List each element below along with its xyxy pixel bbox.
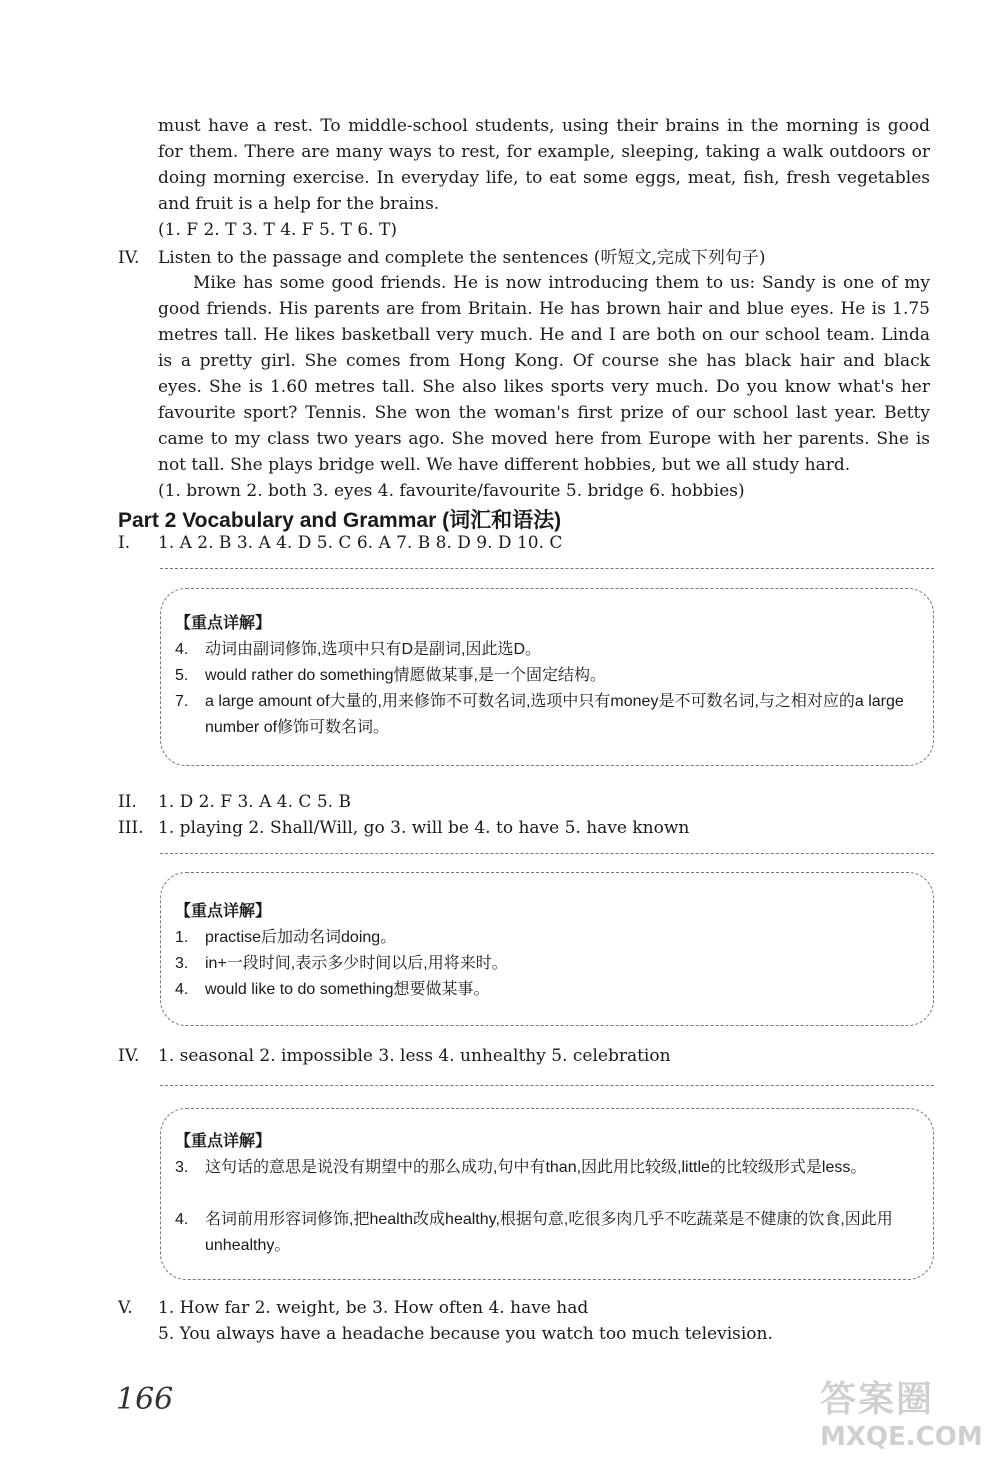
box1-item: 4. 动词由副词修饰,选项中只有D是副词,因此选D。 (175, 641, 542, 658)
box1-item: 5. would rather do something情愿做某事,是一个固定结构。 (175, 667, 607, 684)
vg2-answers: 1. D 2. F 3. A 4. C 5. B (158, 792, 351, 812)
part2-title: Part 2 Vocabulary and Grammar (词汇和语法) (118, 509, 562, 532)
vg5-line-2: 5. You always have a headache because you watch too much television. (158, 1324, 773, 1344)
key-explanation-box-2 (160, 872, 934, 1026)
passage3-line-4: and fruit is a help for the brains. (158, 194, 440, 214)
section4-line-7: came to my class two years ago. She moved here from Europe with her parents. She is (158, 429, 930, 449)
divider (160, 853, 934, 854)
section4-line-5: eyes. She is 1.60 metres tall. She also likes sports very much. Do you know what's her (158, 377, 930, 397)
section4-line-2: good friends. His parents are from Britain. He has brown hair and blue eyes. He is 1.75 (158, 299, 930, 319)
box2-item: 4. would like to do something想要做某事。 (175, 981, 490, 998)
box3-title: 【重点详解】 (175, 1133, 272, 1150)
watermark-bottom-text: MXQE.COM (820, 1422, 983, 1452)
box2-title: 【重点详解】 (175, 903, 272, 920)
divider (160, 1085, 934, 1086)
watermark-top-text: 答案圈 (820, 1379, 935, 1420)
vg3-answers: 1. playing 2. Shall/Will, go 3. will be 4. to have 5. have known (158, 818, 690, 838)
section4-line-4: is a pretty girl. She comes from Hong Kong. Of course she has black hair and black (158, 351, 930, 371)
section4-line-6: favourite sport? Tennis. She won the woman's first prize of our school last year. Betty (158, 403, 930, 423)
box3-item: 3. 这句话的意思是说没有期望中的那么成功,句中有than,因此用比较级,little的比较级形式是less。 (175, 1159, 867, 1176)
vg1-numeral: I. (118, 533, 131, 553)
vg2-numeral: II. (118, 792, 137, 812)
key-explanation-box-1 (160, 588, 934, 766)
vg4-numeral: IV. (118, 1046, 140, 1066)
vg5-line-1: 1. How far 2. weight, be 3. How often 4. have had (158, 1298, 589, 1318)
box2-item: 3. in+一段时间,表示多少时间以后,用将来时。 (175, 955, 508, 972)
passage3-line-1: must have a rest. To middle-school students, using their brains in the morning is good (158, 116, 930, 136)
vg4-answers: 1. seasonal 2. impossible 3. less 4. unhealthy 5. celebration (158, 1046, 671, 1066)
vg1-answers: 1. A 2. B 3. A 4. D 5. C 6. A 7. B 8. D 9. D 10. C (158, 533, 563, 553)
box2-item: 1. practise后加动名词doing。 (175, 929, 397, 946)
passage3-line-3: doing morning exercise. In everyday life, to eat some eggs, meat, fish, fresh vegetables (158, 168, 930, 188)
key-explanation-box-3 (160, 1108, 934, 1280)
page-number: 166 (116, 1382, 174, 1417)
passage3-answers: (1. F 2. T 3. T 4. F 5. T 6. T) (158, 220, 397, 240)
vg5-numeral: V. (118, 1298, 133, 1318)
box3-item: 4. 名词前用形容词修饰,把health改成healthy,根据句意,吃很多肉几乎不吃蔬菜是不健康的饮食,因此用unhealthy。 (175, 1211, 893, 1254)
passage3-line-2: for them. There are many ways to rest, for example, sleeping, taking a walk outdoors or (158, 142, 930, 162)
section4-line-3: metres tall. He likes basketball very much. He and I are both on our school team. Linda (158, 325, 930, 345)
vg3-numeral: III. (118, 818, 144, 838)
box1-item: 7. a large amount of大量的,用来修饰不可数名词,选项中只有money是不可数名词,与之相对应的a large number of修饰可数名词。 (175, 693, 904, 736)
section4-line-8: not tall. She plays bridge well. We have different hobbies, but we all study hard. (158, 455, 851, 475)
section4-heading: Listen to the passage and complete the sentences (听短文,完成下列句子) (158, 248, 766, 268)
divider (160, 568, 934, 569)
section4-line-1: Mike has some good friends. He is now introducing them to us: Sandy is one of my (193, 273, 930, 293)
watermark-logo (820, 1378, 983, 1458)
box1-title: 【重点详解】 (175, 615, 272, 632)
section4-numeral: IV. (118, 248, 140, 268)
section4-answers: (1. brown 2. both 3. eyes 4. favourite/favourite 5. bridge 6. hobbies) (158, 481, 745, 501)
